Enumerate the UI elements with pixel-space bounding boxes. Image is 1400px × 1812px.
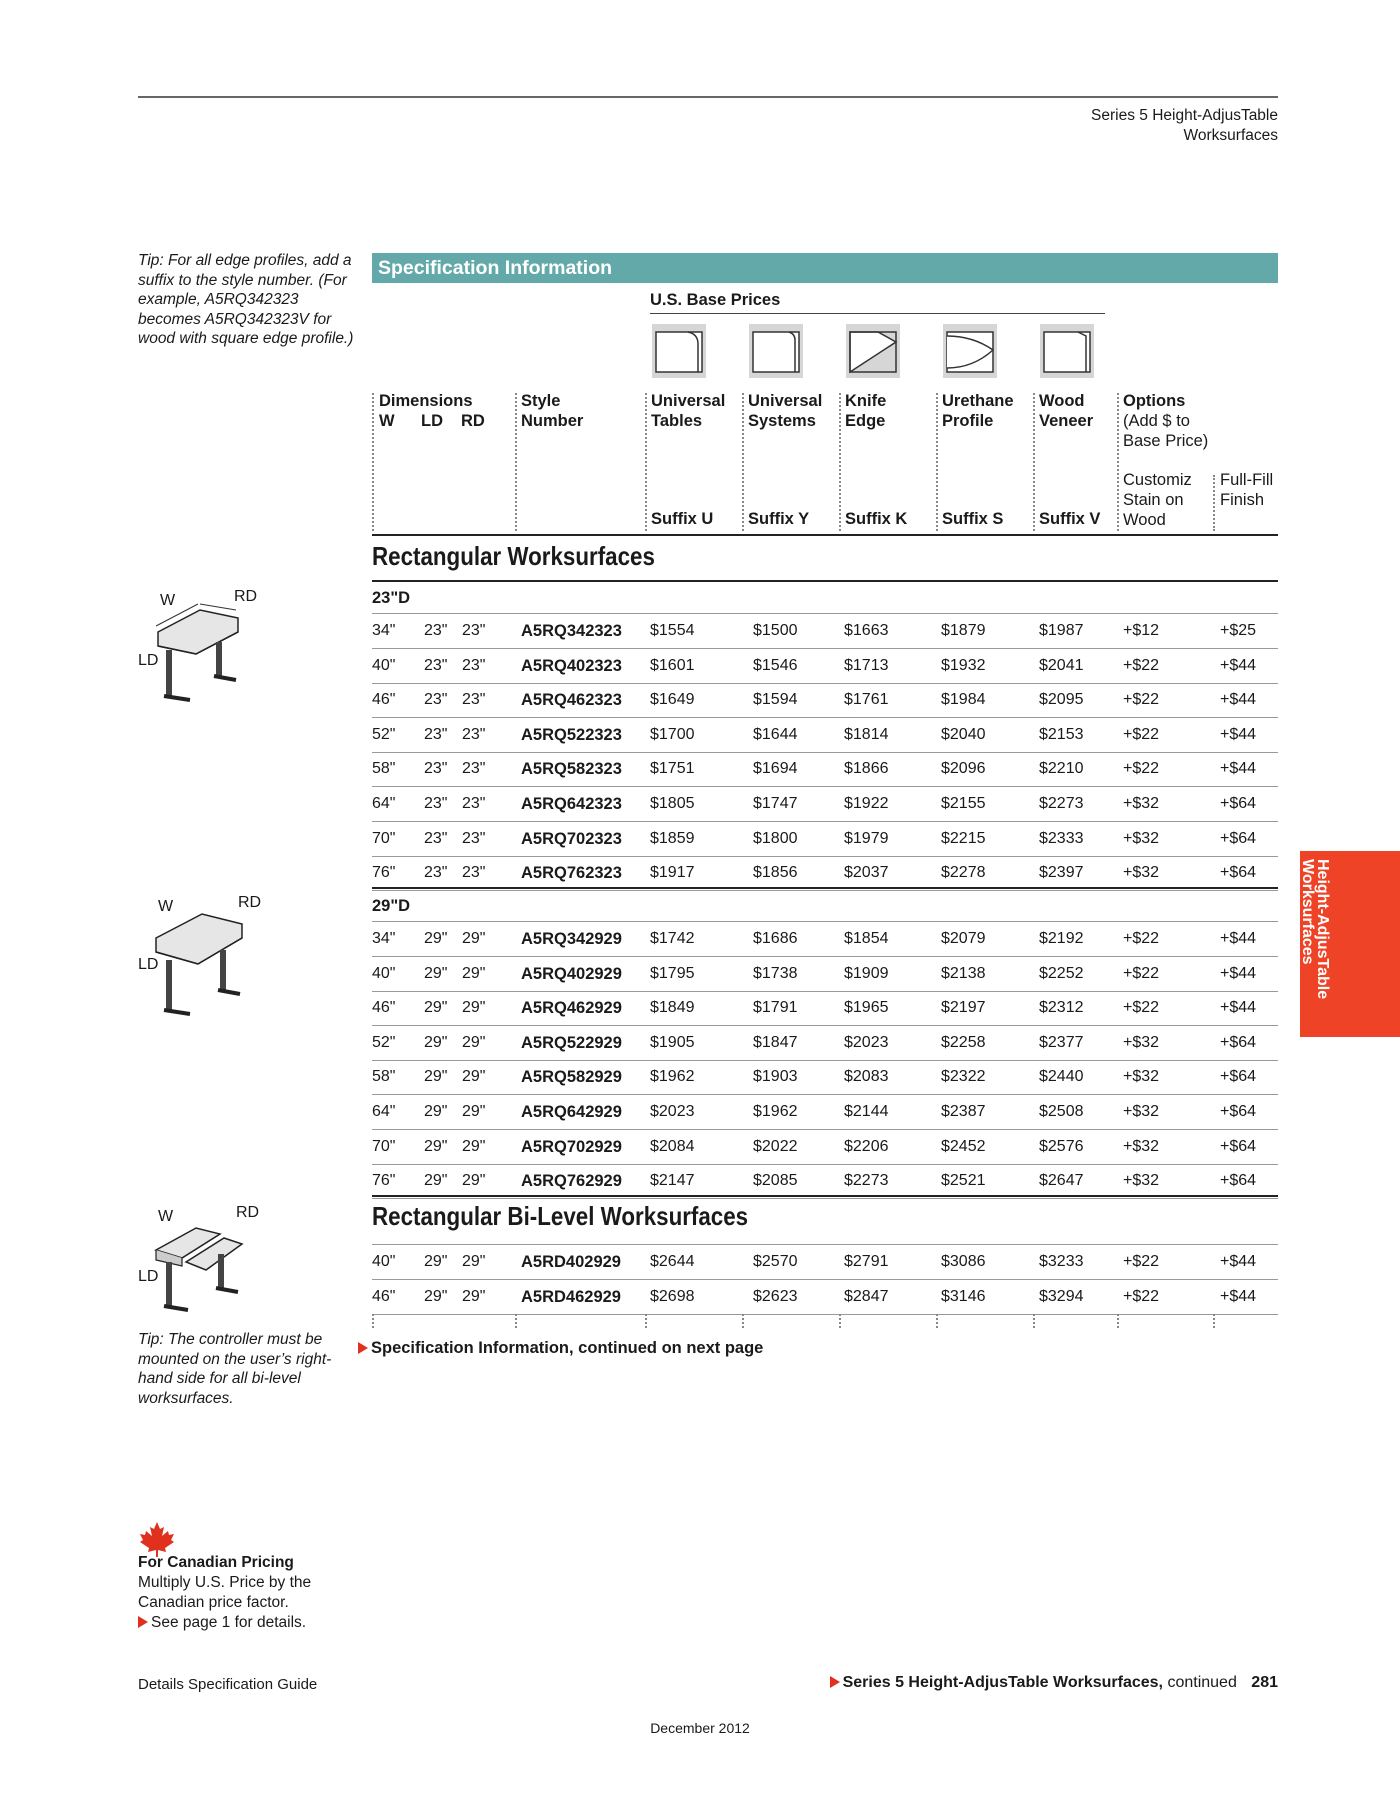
style-number: A5RQ462929 <box>521 999 622 1018</box>
canada-title: For Canadian Pricing <box>138 1554 294 1571</box>
table-row <box>372 957 1278 992</box>
table-cell: +$22 <box>1123 691 1160 709</box>
table-diagram-bilevel: W RD LD <box>138 1204 268 1314</box>
table-cell: 52" <box>372 725 396 743</box>
table-row <box>372 1280 1278 1315</box>
section-rule <box>372 580 1278 582</box>
style-number: A5RQ402323 <box>521 656 622 675</box>
table-cell: $1987 <box>1039 622 1084 639</box>
table-cell: 29" <box>424 1103 448 1120</box>
dotted-tails <box>372 1314 1278 1328</box>
table-cell: 23" <box>462 656 486 674</box>
table-cell: 76" <box>372 864 396 882</box>
arrow-icon <box>830 1676 840 1688</box>
table-cell: $2647 <box>1039 1172 1084 1190</box>
table-cell: $2197 <box>941 999 986 1017</box>
table-cell: $1854 <box>844 930 889 947</box>
suffix-s: Suffix S <box>942 510 1004 528</box>
table-cell: +$32 <box>1123 864 1160 882</box>
full-fill-header: Full-Fill Finish <box>1220 471 1274 509</box>
table-cell: 23" <box>462 829 486 847</box>
side-tab-line-1: Height-AdjusTable <box>1314 859 1331 1000</box>
wood-veneer-header: Wood Veneer <box>1039 392 1094 430</box>
table-row <box>372 649 1278 684</box>
table-cell: +$44 <box>1220 691 1257 709</box>
top-rule <box>138 96 1278 98</box>
style-number: A5RQ702929 <box>521 1137 622 1156</box>
group-23d-label: 23"D <box>372 589 411 607</box>
table-cell: 29" <box>462 964 486 982</box>
table-cell: $2022 <box>753 1137 798 1155</box>
table-row <box>372 1060 1278 1095</box>
table-cell: $1663 <box>844 622 889 639</box>
table-cell: 23" <box>424 725 448 743</box>
table-cell: +$44 <box>1220 760 1257 778</box>
table-cell: $1791 <box>753 999 798 1017</box>
col-sep <box>645 393 647 531</box>
spec-info-bar: Specification Information <box>372 253 1278 283</box>
table-cell: 40" <box>372 656 396 674</box>
table-cell: +$22 <box>1123 725 1160 743</box>
table-cell: 23" <box>424 795 448 812</box>
table-cell: 29" <box>424 964 448 982</box>
table-cell: 23" <box>462 691 486 709</box>
table-cell: $2576 <box>1039 1137 1084 1155</box>
table-cell: +$22 <box>1123 1287 1160 1305</box>
table-cell: +$25 <box>1220 622 1257 639</box>
table-cell: $1859 <box>650 829 695 847</box>
table-cell: $2023 <box>844 1033 889 1051</box>
table-cell: 29" <box>424 1287 448 1305</box>
table-cell: $1500 <box>753 622 798 639</box>
table-cell: +$44 <box>1220 725 1257 743</box>
suffix-u: Suffix U <box>651 510 714 528</box>
custom-stain-header: Customiz Stain on Wood <box>1123 471 1192 529</box>
footer-date: December 2012 <box>650 1720 750 1736</box>
table-cell: 29" <box>424 930 448 947</box>
table-cell: $2258 <box>941 1033 986 1051</box>
table-cell: 29" <box>462 1103 486 1120</box>
table-cell: $1601 <box>650 656 695 674</box>
knife-edge-header: Knife Edge <box>845 392 887 430</box>
table-cell: +$32 <box>1123 1137 1160 1155</box>
table-cell: $2144 <box>844 1103 889 1120</box>
table-cell: 34" <box>372 622 396 639</box>
table-cell: 58" <box>372 760 396 778</box>
page-number: 281 <box>1251 1674 1278 1691</box>
table-cell: $2023 <box>650 1103 695 1120</box>
style-number: A5RQ702323 <box>521 829 622 848</box>
table-cell: +$64 <box>1220 1172 1257 1190</box>
table-cell: +$44 <box>1220 1253 1257 1270</box>
table-cell: 29" <box>462 1137 486 1155</box>
table-cell: $1903 <box>753 1068 798 1086</box>
suffix-v: Suffix V <box>1039 510 1101 528</box>
table-cell: $1962 <box>650 1068 695 1086</box>
dimensions-header: Dimensions W LD RD <box>379 392 485 430</box>
table-cell: $2278 <box>941 864 986 882</box>
table-cell: $2252 <box>1039 964 1084 982</box>
table-cell: 70" <box>372 829 396 847</box>
table-cell: +$44 <box>1220 964 1257 982</box>
table-cell: $2521 <box>941 1172 986 1190</box>
style-number: A5RQ642929 <box>521 1103 622 1121</box>
table-cell: 29" <box>462 1068 486 1086</box>
table-cell: $2147 <box>650 1172 695 1190</box>
table-cell: $2079 <box>941 930 986 947</box>
table-cell: $2138 <box>941 964 986 982</box>
table-cell: 29" <box>462 1033 486 1051</box>
table-cell: $1849 <box>650 999 695 1017</box>
universal-tables-header: Universal Tables <box>651 392 726 430</box>
table-cell: $2040 <box>941 725 986 743</box>
table-cell: 23" <box>462 622 486 639</box>
table-cell: $2192 <box>1039 930 1084 947</box>
section-rule <box>372 1195 1278 1197</box>
side-tab-line-2: Worksurfaces <box>1299 859 1316 965</box>
table-cell: $2698 <box>650 1287 695 1305</box>
base-prices-rule <box>650 313 1105 314</box>
table-cell: +$22 <box>1123 656 1160 674</box>
style-number: A5RQ522323 <box>521 725 622 744</box>
table-row <box>372 822 1278 857</box>
style-number: A5RQ402929 <box>521 964 622 983</box>
table-cell: +$44 <box>1220 1287 1257 1305</box>
table-row <box>372 1164 1278 1199</box>
page-header <box>1091 106 1278 146</box>
rect-section-title: Rectangular Worksurfaces <box>372 541 655 571</box>
table-cell: $1594 <box>753 691 798 709</box>
header-line-1: Series 5 Height-AdjusTable <box>1091 107 1278 124</box>
table-cell: +$64 <box>1220 1137 1257 1155</box>
table-cell: $1805 <box>650 795 695 812</box>
table-cell: 23" <box>424 829 448 847</box>
style-number: A5RQ762929 <box>521 1172 622 1191</box>
table-row <box>372 991 1278 1026</box>
table-cell: $2084 <box>650 1137 695 1155</box>
table-cell: $2155 <box>941 795 986 812</box>
table-cell: +$64 <box>1220 864 1257 882</box>
table-cell: 76" <box>372 1172 396 1190</box>
style-number: A5RQ762323 <box>521 864 622 883</box>
table-row <box>372 614 1278 649</box>
table-cell: +$32 <box>1123 1068 1160 1086</box>
table-cell: $2037 <box>844 864 889 882</box>
col-sep <box>839 393 841 531</box>
table-cell: 29" <box>462 1287 486 1305</box>
table-cell: $1800 <box>753 829 798 847</box>
table-cell: +$64 <box>1220 795 1257 812</box>
table-cell: 23" <box>462 864 486 882</box>
table-cell: $1686 <box>753 930 798 947</box>
table-cell: $1866 <box>844 760 889 778</box>
col-sep <box>515 393 517 531</box>
table-cell: $1965 <box>844 999 889 1017</box>
table-cell: $1742 <box>650 930 695 947</box>
table-cell: 29" <box>462 1253 486 1270</box>
table-row <box>372 1245 1278 1280</box>
table-cell: $1909 <box>844 964 889 982</box>
col-sep <box>1033 393 1035 531</box>
table-cell: $3294 <box>1039 1287 1084 1305</box>
arrow-icon <box>138 1616 148 1628</box>
canadian-pricing: For Canadian Pricing Multiply U.S. Price by the Canadian price factor. See page 1 for details. <box>138 1554 312 1631</box>
style-number: A5RQ582929 <box>521 1068 622 1087</box>
table-cell: 46" <box>372 999 396 1017</box>
table-cell: +$32 <box>1123 1103 1160 1120</box>
universal-systems-header: Universal Systems <box>748 392 823 430</box>
table-cell: +$64 <box>1220 829 1257 847</box>
table-cell: +$22 <box>1123 930 1160 947</box>
options-header: Options (Add $ to Base Price) <box>1123 392 1209 450</box>
table-cell: 23" <box>462 760 486 778</box>
group-29d-label: 29"D <box>372 897 411 915</box>
style-number-header: Style Number <box>521 392 584 430</box>
table-cell: 23" <box>424 691 448 709</box>
table-cell: $2847 <box>844 1287 889 1305</box>
table-cell: $2206 <box>844 1137 889 1155</box>
col-sep <box>372 393 374 531</box>
table-cell: $2215 <box>941 829 986 847</box>
table-cell: +$64 <box>1220 1103 1257 1120</box>
table-cell: 70" <box>372 1137 396 1155</box>
table-cell: $2387 <box>941 1103 986 1120</box>
table-row <box>372 683 1278 718</box>
table-row <box>372 1130 1278 1165</box>
table-cell: $1979 <box>844 829 889 847</box>
table-row <box>372 1026 1278 1061</box>
header-line-2: Worksurfaces <box>1183 127 1278 144</box>
table-cell: 52" <box>372 1033 396 1051</box>
style-number: A5RD462929 <box>521 1287 621 1306</box>
col-sep <box>1213 475 1215 531</box>
table-cell: +$22 <box>1123 760 1160 778</box>
table-cell: 40" <box>372 1253 396 1270</box>
table-cell: $2083 <box>844 1068 889 1086</box>
table-cell: $1644 <box>753 725 798 743</box>
table-cell: $3233 <box>1039 1253 1084 1270</box>
table-cell: $2623 <box>753 1287 798 1305</box>
style-number: A5RD402929 <box>521 1253 621 1271</box>
table-cell: $3086 <box>941 1253 986 1270</box>
table-cell: +$64 <box>1220 1033 1257 1051</box>
table-cell: $2095 <box>1039 691 1084 709</box>
table-cell: $2791 <box>844 1253 889 1270</box>
table-cell: 29" <box>424 1137 448 1155</box>
footer-left: Details Specification Guide <box>138 1676 318 1693</box>
table-cell: 64" <box>372 1103 396 1120</box>
style-number: A5RQ342929 <box>521 930 622 948</box>
table-cell: $1962 <box>753 1103 798 1120</box>
table-row <box>372 787 1278 822</box>
table-cell: 23" <box>424 864 448 882</box>
table-cell: $2377 <box>1039 1033 1084 1051</box>
table-cell: $1856 <box>753 864 798 882</box>
table-cell: $2312 <box>1039 999 1084 1017</box>
table-cell: $1738 <box>753 964 798 982</box>
table-cell: 58" <box>372 1068 396 1086</box>
table-row <box>372 752 1278 787</box>
table-cell: 29" <box>424 1253 448 1270</box>
table-row <box>372 856 1278 891</box>
table-cell: $1649 <box>650 691 695 709</box>
wood-veneer-edge-icon <box>1040 324 1094 378</box>
suffix-k: Suffix K <box>845 510 908 528</box>
urethane-profile-header: Urethane Profile <box>942 392 1014 430</box>
table-cell: 34" <box>372 930 396 947</box>
table-cell: 29" <box>424 1033 448 1051</box>
table-cell: 29" <box>424 1172 448 1190</box>
table-cell: $2041 <box>1039 656 1084 674</box>
table-cell: +$32 <box>1123 1033 1160 1051</box>
table-cell: 23" <box>424 656 448 674</box>
table-cell: 29" <box>424 999 448 1017</box>
col-sep <box>1117 393 1119 531</box>
table-cell: $2440 <box>1039 1068 1084 1086</box>
table-diagram-29d: W RD LD <box>138 894 268 1019</box>
table-cell: $2333 <box>1039 829 1084 847</box>
table-row <box>372 718 1278 753</box>
section-side-tab[interactable] <box>1300 851 1400 1037</box>
table-cell: 40" <box>372 964 396 982</box>
table-cell: +$32 <box>1123 1172 1160 1190</box>
canada-link[interactable]: See page 1 for details. <box>138 1613 311 1633</box>
table-cell: 23" <box>462 725 486 743</box>
table-cell: 23" <box>462 795 486 812</box>
table-cell: 64" <box>372 795 396 812</box>
table-cell: $1984 <box>941 691 986 709</box>
table-cell: 23" <box>424 760 448 778</box>
style-number: A5RQ342323 <box>521 622 622 640</box>
table-cell: 46" <box>372 691 396 709</box>
table-cell: $1847 <box>753 1033 798 1051</box>
table-cell: $2570 <box>753 1253 798 1270</box>
table-cell: $2273 <box>1039 795 1084 812</box>
style-number: A5RQ522929 <box>521 1033 622 1052</box>
footer-nav[interactable]: Series 5 Height-AdjusTable Worksurfaces, continued 281 <box>830 1674 1278 1692</box>
table-cell: $1694 <box>753 760 798 778</box>
table-cell: $2210 <box>1039 760 1084 778</box>
header-rule <box>372 534 1278 536</box>
table-cell: $1905 <box>650 1033 695 1051</box>
table-cell: $1879 <box>941 622 986 639</box>
table-cell: $1932 <box>941 656 986 674</box>
table-cell: +$44 <box>1220 999 1257 1017</box>
table-cell: +$32 <box>1123 829 1160 847</box>
table-cell: $1795 <box>650 964 695 982</box>
table-cell: $2644 <box>650 1253 695 1270</box>
table-cell: $2508 <box>1039 1103 1084 1120</box>
table-row <box>372 1095 1278 1130</box>
suffix-y: Suffix Y <box>748 510 810 528</box>
col-sep <box>742 393 744 531</box>
bilevel-section-title: Rectangular Bi-Level Worksurfaces <box>372 1201 749 1231</box>
table-cell: $1917 <box>650 864 695 882</box>
table-cell: $1814 <box>844 725 889 743</box>
table-cell: $1546 <box>753 656 798 674</box>
table-cell: +$22 <box>1123 1253 1160 1270</box>
table-cell: 46" <box>372 1287 396 1305</box>
style-number: A5RQ642323 <box>521 795 622 813</box>
table-cell: 29" <box>462 1172 486 1190</box>
table-cell: $1554 <box>650 622 695 639</box>
table-cell: +$12 <box>1123 622 1160 639</box>
table-cell: $2096 <box>941 760 986 778</box>
table-cell: 29" <box>424 1068 448 1086</box>
style-number: A5RQ582323 <box>521 760 622 779</box>
table-cell: $1747 <box>753 795 798 812</box>
table-cell: $1713 <box>844 656 889 674</box>
universal-systems-edge-icon <box>749 324 803 378</box>
table-cell: 23" <box>424 622 448 639</box>
continued-note[interactable]: Specification Information, continued on next page <box>358 1339 763 1358</box>
col-sep <box>936 393 938 531</box>
controller-tip: Tip: The controller must be mounted on the user’s right-hand side for all bi-level worksurfaces. <box>138 1331 332 1407</box>
table-cell: $2397 <box>1039 864 1084 882</box>
table-cell: +$32 <box>1123 795 1160 812</box>
table-cell: $3146 <box>941 1287 986 1305</box>
universal-tables-edge-icon <box>652 324 706 378</box>
table-cell: $1922 <box>844 795 889 812</box>
table-row <box>372 922 1278 957</box>
edge-profile-tip: Tip: For all edge profiles, add a suffix to the style number. (For example, A5RQ342323 becomes A5RQ342323V for wood with square edge profile.) <box>138 252 354 347</box>
table-cell: +$22 <box>1123 999 1160 1017</box>
table-cell: +$44 <box>1220 930 1257 947</box>
table-diagram-23d: W RD LD <box>138 588 268 703</box>
table-cell: $2322 <box>941 1068 986 1086</box>
table-cell: $2085 <box>753 1172 798 1190</box>
table-cell: +$44 <box>1220 656 1257 674</box>
table-cell: $2273 <box>844 1172 889 1190</box>
us-base-prices-label: U.S. Base Prices <box>650 291 781 309</box>
table-cell: $1761 <box>844 691 889 709</box>
style-number: A5RQ462323 <box>521 691 622 710</box>
table-cell: 29" <box>462 999 486 1017</box>
table-cell: $2153 <box>1039 725 1084 743</box>
knife-edge-icon <box>846 324 900 378</box>
table-cell: $1751 <box>650 760 695 778</box>
table-cell: +$22 <box>1123 964 1160 982</box>
table-cell: $1700 <box>650 725 695 743</box>
table-cell: $2452 <box>941 1137 986 1155</box>
table-cell: 29" <box>462 930 486 947</box>
table-cell: +$64 <box>1220 1068 1257 1086</box>
urethane-profile-icon <box>943 324 997 378</box>
group-rule <box>372 887 1278 889</box>
